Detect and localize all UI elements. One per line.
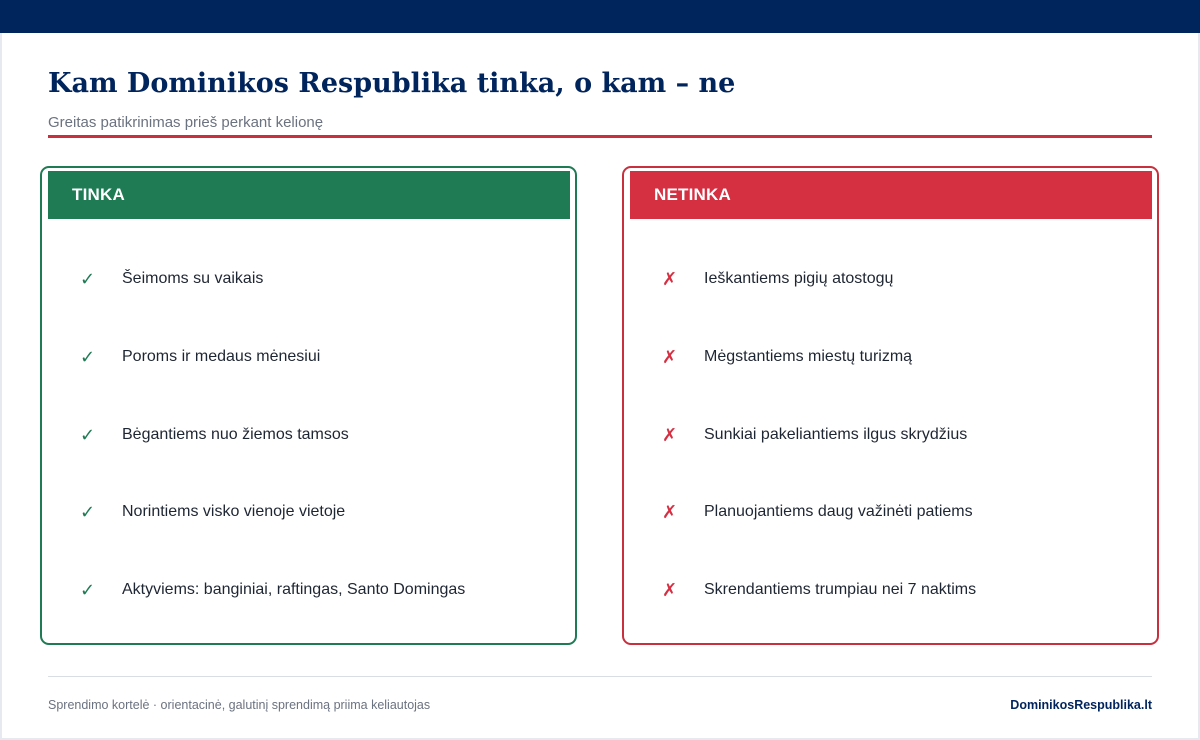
- page-subtitle: Greitas patikrinimas prieš perkant kelionę: [48, 114, 324, 131]
- list-item-text: Poroms ir medaus mėnesiui: [122, 348, 321, 365]
- cross-icon: ✗: [662, 424, 678, 445]
- checkmark-icon: ✓: [80, 346, 96, 367]
- checkmark-icon: ✓: [80, 424, 96, 445]
- suitable-card-header: TINKA: [48, 171, 570, 219]
- list-item: [42, 570, 575, 610]
- list-item: [42, 415, 575, 455]
- footer-brand: DominikosRespublika.lt: [1010, 698, 1152, 712]
- list-item-text: Šeimoms su vaikais: [122, 270, 264, 287]
- cross-icon: ✗: [662, 346, 678, 367]
- checkmark-icon: ✓: [80, 268, 96, 289]
- list-item-text: Aktyviems: banginiai, raftingas, Santo Domingas: [122, 581, 466, 598]
- list-item: [624, 570, 1157, 610]
- top-bar: [0, 0, 1200, 33]
- list-item: [624, 415, 1157, 455]
- list-item-text: Norintiems visko vienoje vietoje: [122, 503, 346, 520]
- checkmark-icon: ✓: [80, 501, 96, 522]
- list-item: [42, 492, 575, 532]
- list-item: [624, 259, 1157, 299]
- list-item: [624, 337, 1157, 377]
- unsuitable-card-header: NETINKA: [630, 171, 1152, 219]
- list-item: [42, 259, 575, 299]
- title-divider: [48, 135, 1152, 138]
- footer-note: Sprendimo kortelė · orientacinė, galutinį sprendimą priima keliautojas: [48, 698, 431, 712]
- list-item-text: Sunkiai pakeliantiems ilgus skrydžius: [704, 426, 968, 443]
- unsuitable-card: [622, 166, 1159, 645]
- list-item-text: Ieškantiems pigių atostogų: [704, 270, 894, 287]
- list-item-text: Mėgstantiems miestų turizmą: [704, 348, 913, 365]
- list-item-text: Bėgantiems nuo žiemos tamsos: [122, 426, 349, 443]
- page-title: Kam Dominikos Respublika tinka, o kam – ne: [48, 68, 736, 99]
- cross-icon: ✗: [662, 268, 678, 289]
- cross-icon: ✗: [662, 501, 678, 522]
- cross-icon: ✗: [662, 579, 678, 600]
- list-item: [42, 337, 575, 377]
- suitable-card: [40, 166, 577, 645]
- list-item: [624, 492, 1157, 532]
- list-item-text: Planuojantiems daug važinėti patiems: [704, 503, 973, 520]
- checkmark-icon: ✓: [80, 579, 96, 600]
- footer-divider: [48, 676, 1152, 677]
- list-item-text: Skrendantiems trumpiau nei 7 naktims: [704, 581, 977, 598]
